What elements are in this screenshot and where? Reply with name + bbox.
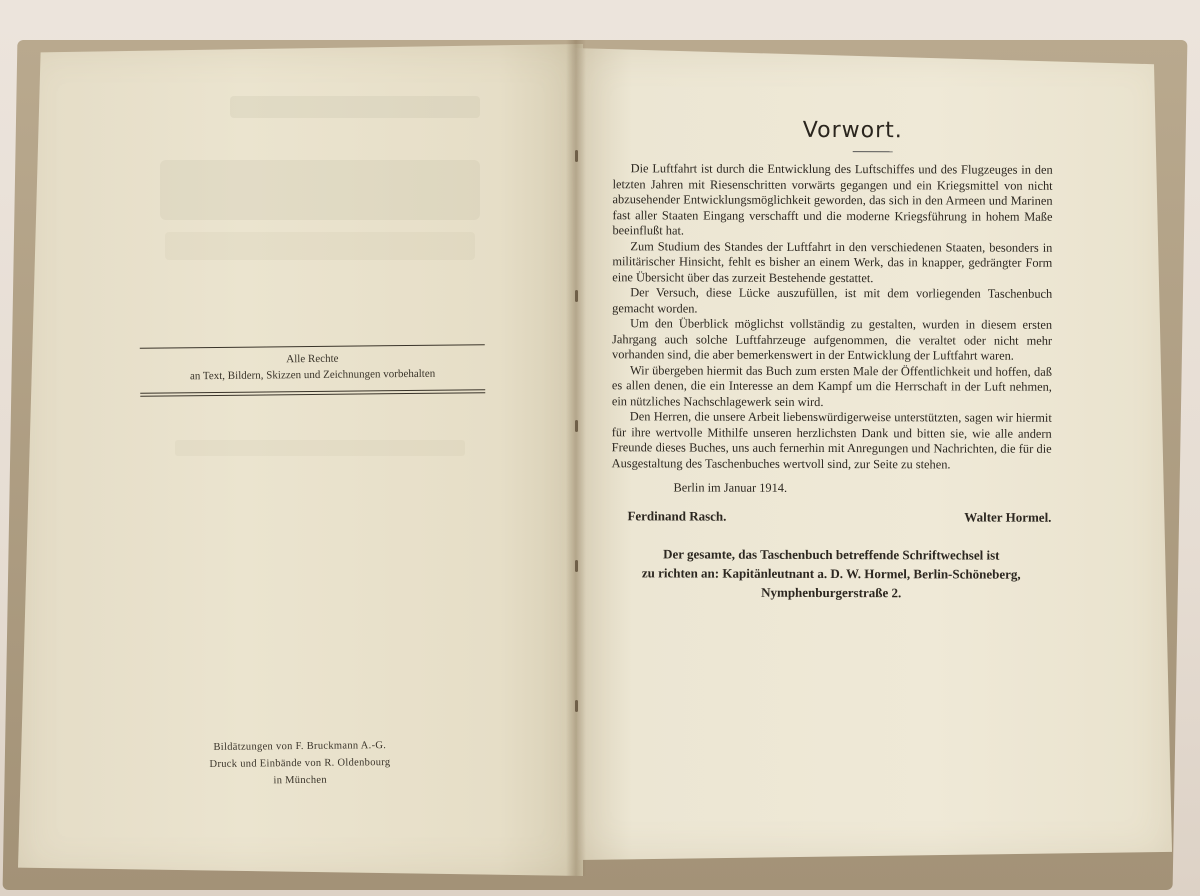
binding-stitch <box>575 700 578 712</box>
imprint-line-1: Bildätzungen von F. Bruckmann A.-G. <box>213 740 387 753</box>
foreword-paragraph: Der Versuch, diese Lücke auszufüllen, ist mit dem vorliegenden Taschenbuch gemacht worden. <box>612 285 1053 316</box>
foreword-paragraph: Den Herren, die unsere Arbeit liebenswürdigerweise unterstützten, sagen wir hiermit für ihre wertvolle Mithilfe unseren herzlichsten Dank und bitten sie, wie alle andern Freunde dieses Buches, uns auch fernerhin mit Anregungen und Nachrichten, die für die Ausgestaltung des Taschenbuches wertvoll sind, zur Seite zu stehen. <box>611 409 1052 471</box>
note-line-1: Der gesamte, das Taschenbuch betreffende Schriftwechsel ist <box>663 546 1000 563</box>
show-through-shape <box>165 232 475 260</box>
note-line-2: zu richten an: Kapitänleutnant a. D. W. Hormel, Berlin-Schöneberg, <box>641 565 1021 582</box>
foreword-date: Berlin im Januar 1914. <box>673 480 788 495</box>
foreword-title: Vorwort. <box>802 117 903 144</box>
rights-notice <box>140 344 485 394</box>
foreword-paragraph: Wir übergeben hiermit das Buch zum ersten Male der Öffentlichkeit und hoffen, daß es allen denen, die ein Interesse an dem Kampf um die Herrschaft in der Luft nehmen, ein nützliches Nachschlagewerk sein wird. <box>611 362 1052 409</box>
foreword-paragraph: Zum Studium des Standes der Luftfahrt in den verschiedenen Staaten, besonders in militärischer Hinsicht, fehlt es bisher an einem Werk, das in knapper, gedrängter Form eine Übersicht über das zurzeit Bestehende gestattet. <box>612 238 1053 285</box>
rights-line-1: Alle Rechte <box>286 352 339 366</box>
signer-left: Ferdinand Rasch. <box>627 508 727 524</box>
book-gutter <box>566 40 586 876</box>
signer-right: Walter Hormel. <box>964 509 1052 525</box>
note-line-3: Nymphenburgerstraße 2. <box>761 584 902 601</box>
imprint-line-3: in München <box>273 774 327 787</box>
printer-imprint <box>170 737 431 791</box>
binding-stitch <box>575 420 578 432</box>
foreword-paragraph: Um den Überblick möglichst vollständig zu gestalten, wurden in diesem ersten Jahrgang auch solche Luftfahrzeuge aufgenommen, die veraltet oder nicht mehr vorhanden sind, die aber bemerkenswert in der Entwicklung der Luftfahrt waren. <box>611 316 1053 363</box>
rights-line-2: an Text, Bildern, Skizzen und Zeichnungen vorbehalten <box>189 367 436 383</box>
binding-stitch <box>575 290 578 302</box>
show-through-shape <box>230 96 480 118</box>
binding-stitch <box>575 150 578 162</box>
binding-stitch <box>575 560 578 572</box>
foreword <box>611 117 1053 603</box>
imprint-line-2: Druck und Einbände von R. Oldenbourg <box>209 757 391 770</box>
correspondence-note <box>611 544 1051 603</box>
show-through-shape <box>160 160 480 220</box>
foreword-paragraph: Die Luftfahrt ist durch die Entwicklung des Luftschiffes und des Flugzeuges in den letzten Jahren mit Riesenschritten vorwärts gegangen und ein Kriegsmittel von nicht abzusehender Entwicklungsmöglichkeit geworden, das sich in den Armeen und Marinen fast aller Staaten Eingang verschafft und die moderne Kriegsführung in hohem Maße beeinflußt hat. <box>612 161 1053 238</box>
signatories <box>611 508 1051 526</box>
show-through-shape <box>175 440 465 456</box>
title-rule <box>853 151 893 152</box>
